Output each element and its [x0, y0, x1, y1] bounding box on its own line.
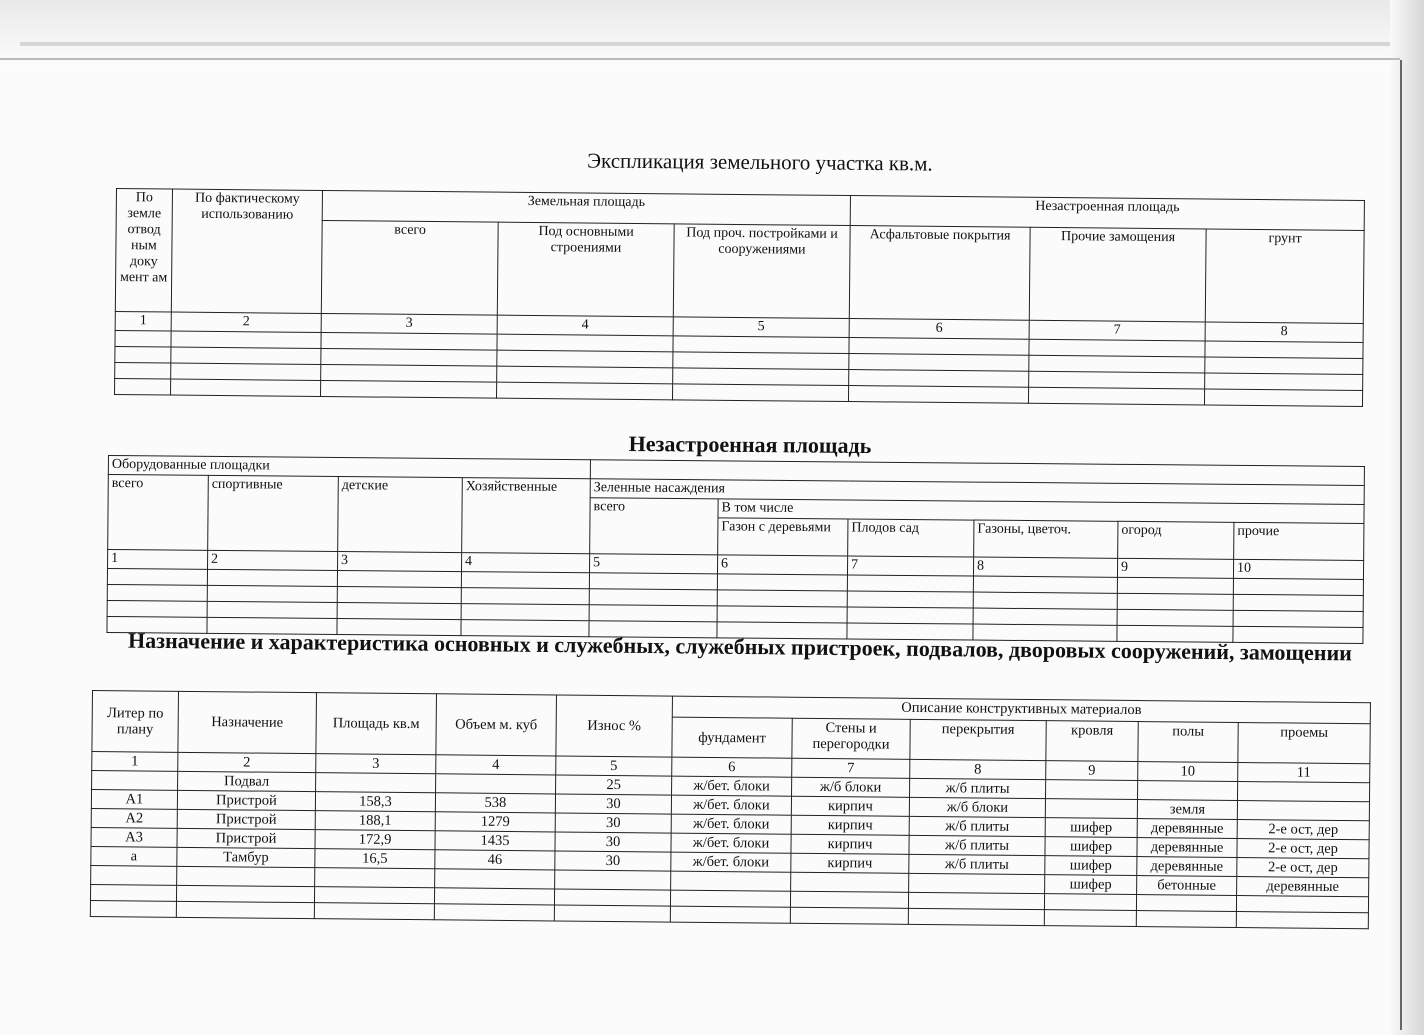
cell-roof: шифер	[1045, 837, 1137, 857]
group-header-including: В том числе	[718, 499, 1364, 524]
cell-walls: кирпич	[791, 853, 909, 873]
cell-floors-over: ж/б блоки	[909, 797, 1045, 817]
col-number: 6	[672, 757, 792, 777]
col-number: 1	[108, 550, 208, 570]
cell-liter	[92, 771, 178, 791]
col-header-children: детские	[338, 477, 463, 553]
col-header-asphalt: Асфальтовые покрытия	[849, 226, 1030, 321]
explication-table	[114, 188, 1365, 407]
col-header-walls: Стены и перегородки	[792, 719, 910, 760]
cell-roof	[1045, 799, 1137, 819]
cell-purpose: Тамбур	[177, 847, 315, 867]
cell-openings	[1237, 801, 1369, 821]
cell-wear: 30	[555, 794, 671, 814]
col-number: 7	[792, 758, 910, 778]
col-number: 10	[1233, 559, 1363, 579]
group-header-undeveloped-area: Незастроенная площадь	[850, 196, 1364, 231]
col-number: 6	[849, 319, 1029, 340]
col-header-total: всего	[108, 475, 209, 551]
cell-liter: А1	[91, 790, 177, 810]
cell-foundation	[671, 871, 791, 891]
col-header-volume: Объем м. куб	[436, 694, 557, 756]
buildings-title: Назначение и характеристика основных и служебных, служебных пристроек, подвалов, дворовых сооружений, замощении	[128, 627, 1353, 666]
sheet-edge	[0, 58, 1400, 60]
scan-right-edge	[1390, 0, 1424, 1035]
col-number: 1	[92, 752, 178, 772]
cell-area	[315, 868, 435, 888]
undeveloped-title: Незастроенная площадь	[628, 430, 872, 459]
cell-volume: 1279	[435, 812, 555, 832]
cell-purpose	[177, 866, 315, 886]
cell-openings: 2-е ост, дер	[1237, 838, 1369, 858]
cell-area: 16,5	[315, 849, 435, 869]
cell-roof: шифер	[1045, 875, 1137, 895]
col-header-purpose: Назначение	[178, 691, 317, 753]
cell-walls: кирпич	[791, 815, 909, 835]
col-header-other-paving: Прочие замощения	[1029, 227, 1206, 322]
cell-area: 188,1	[315, 811, 435, 831]
cell-purpose: Пристрой	[177, 809, 315, 829]
cell-roof: шифер	[1045, 818, 1137, 838]
col-header-liter: Литер по плану	[92, 691, 179, 753]
cell-wear: 30	[555, 832, 671, 852]
cell-openings: 2-е ост, дер	[1237, 857, 1369, 877]
col-header-foundation: фундамент	[672, 718, 792, 759]
col-header-orchard: Плодов сад	[848, 519, 974, 557]
cell-wear	[555, 870, 671, 890]
cell-wear: 25	[556, 775, 672, 795]
group-header-land-area: Земельная площадь	[322, 190, 850, 225]
cell-openings	[1237, 782, 1369, 802]
col-number: 4	[497, 315, 673, 336]
cell-floors-over: ж/б плиты	[909, 816, 1045, 836]
cell-floor	[1137, 781, 1237, 801]
cell-area: 158,3	[315, 792, 435, 812]
col-header-lawns-flowers: Газоны, цветоч.	[974, 520, 1118, 558]
explication-title: Экспликация земельного участка кв.м.	[587, 148, 933, 176]
cell-foundation: ж/бет. блоки	[672, 776, 792, 796]
cell-foundation: ж/бет. блоки	[671, 852, 791, 872]
col-number: 8	[973, 557, 1117, 577]
cell-liter: А3	[91, 827, 177, 847]
cell-foundation: ж/бет. блоки	[671, 795, 791, 815]
buildings-table	[90, 690, 1371, 929]
col-number: 4	[436, 755, 556, 775]
group-header-equipped-areas: Оборудованные площадки	[108, 456, 590, 479]
col-header-other-buildings: Под проч. постройками и сооружениями	[673, 224, 850, 319]
undeveloped-table	[106, 455, 1365, 644]
cell-purpose: Пристрой	[177, 790, 315, 810]
cell-floors-over	[909, 873, 1045, 893]
cell-area	[316, 773, 436, 793]
col-number: 5	[673, 317, 849, 338]
sheet-edge-right	[1400, 60, 1402, 1030]
col-number: 3	[316, 754, 436, 774]
col-number: 9	[1117, 558, 1233, 578]
col-header-main-buildings: Под основными строениями	[497, 222, 674, 317]
col-header-floors-over: перекрытия	[910, 720, 1046, 761]
cell-foundation: ж/бет. блоки	[671, 814, 791, 834]
col-number: 4	[461, 553, 589, 573]
col-header-openings: проемы	[1238, 723, 1370, 764]
cell-volume	[436, 774, 556, 794]
scan-band	[20, 42, 1410, 46]
cell-floor: деревянные	[1137, 857, 1237, 877]
cell-volume	[435, 869, 555, 889]
col-header-documents: По земле отвод ным доку мент ам	[115, 189, 172, 313]
cell-walls: ж/б блоки	[792, 777, 910, 797]
cell-wear: 30	[555, 813, 671, 833]
cell-volume: 538	[435, 793, 555, 813]
col-number: 8	[1205, 322, 1363, 343]
col-number: 3	[338, 552, 462, 572]
cell-walls: кирпич	[791, 796, 909, 816]
cell-liter	[91, 865, 177, 885]
cell-floors-over: ж/б плиты	[909, 835, 1045, 855]
col-number: 7	[847, 556, 973, 576]
col-number: 2	[171, 312, 321, 332]
cell-purpose: Подвал	[178, 771, 316, 791]
col-number: 6	[717, 555, 847, 575]
group-header-materials: Описание конструктивных материалов	[672, 696, 1370, 724]
group-header-green-plantings: Зеленные насаждения	[590, 479, 1364, 505]
cell-purpose: Пристрой	[177, 828, 315, 848]
cell-walls	[791, 872, 909, 892]
cell-floor: деревянные	[1137, 819, 1237, 839]
col-header-sports: спортивные	[208, 475, 339, 551]
col-number: 5	[556, 756, 672, 776]
col-number: 7	[1029, 320, 1205, 341]
cell-roof	[1046, 780, 1138, 800]
col-number: 3	[321, 313, 497, 334]
col-header-wear: Износ %	[556, 695, 673, 757]
col-number: 8	[910, 759, 1046, 779]
col-header-garden: огород	[1118, 521, 1234, 559]
cell-roof: шифер	[1045, 856, 1137, 876]
cell-area: 172,9	[315, 830, 435, 850]
col-header-area: Площадь кв.м	[316, 693, 437, 755]
col-header-lawn-trees: Газон с деревьями	[718, 518, 848, 556]
col-number: 2	[178, 752, 316, 772]
cell-liter: А2	[91, 808, 177, 828]
cell-openings: деревянные	[1237, 876, 1369, 896]
cell-openings: 2-е ост, дер	[1237, 820, 1369, 840]
col-header-household: Хозяйственные	[462, 478, 591, 554]
cell-volume: 1435	[435, 831, 555, 851]
cell-foundation: ж/бет. блоки	[671, 833, 791, 853]
cell-floor: деревянные	[1137, 838, 1237, 858]
cell-floor: бетонные	[1137, 876, 1237, 896]
col-number: 9	[1046, 761, 1138, 781]
cell-wear: 30	[555, 851, 671, 871]
col-number: 11	[1238, 763, 1370, 783]
cell-walls: кирпич	[791, 834, 909, 854]
col-number: 5	[589, 554, 717, 574]
cell-floors-over: ж/б плиты	[910, 778, 1046, 798]
col-header-green-total: всего	[590, 498, 718, 555]
col-header-soil: грунт	[1205, 229, 1364, 324]
col-header-floor: полы	[1138, 722, 1238, 763]
col-header-roof: кровля	[1046, 721, 1138, 761]
cell-floors-over: ж/б плиты	[909, 854, 1045, 874]
col-header-other: прочие	[1234, 522, 1364, 560]
col-number: 10	[1138, 762, 1238, 782]
col-header-actual-use: По фактическому использованию	[171, 189, 322, 313]
col-number: 1	[115, 311, 171, 331]
cell-floor: земля	[1137, 800, 1237, 820]
cell-liter: а	[91, 846, 177, 866]
cell-volume: 46	[435, 850, 555, 870]
col-number: 2	[208, 550, 338, 570]
col-header-total: всего	[321, 220, 498, 315]
